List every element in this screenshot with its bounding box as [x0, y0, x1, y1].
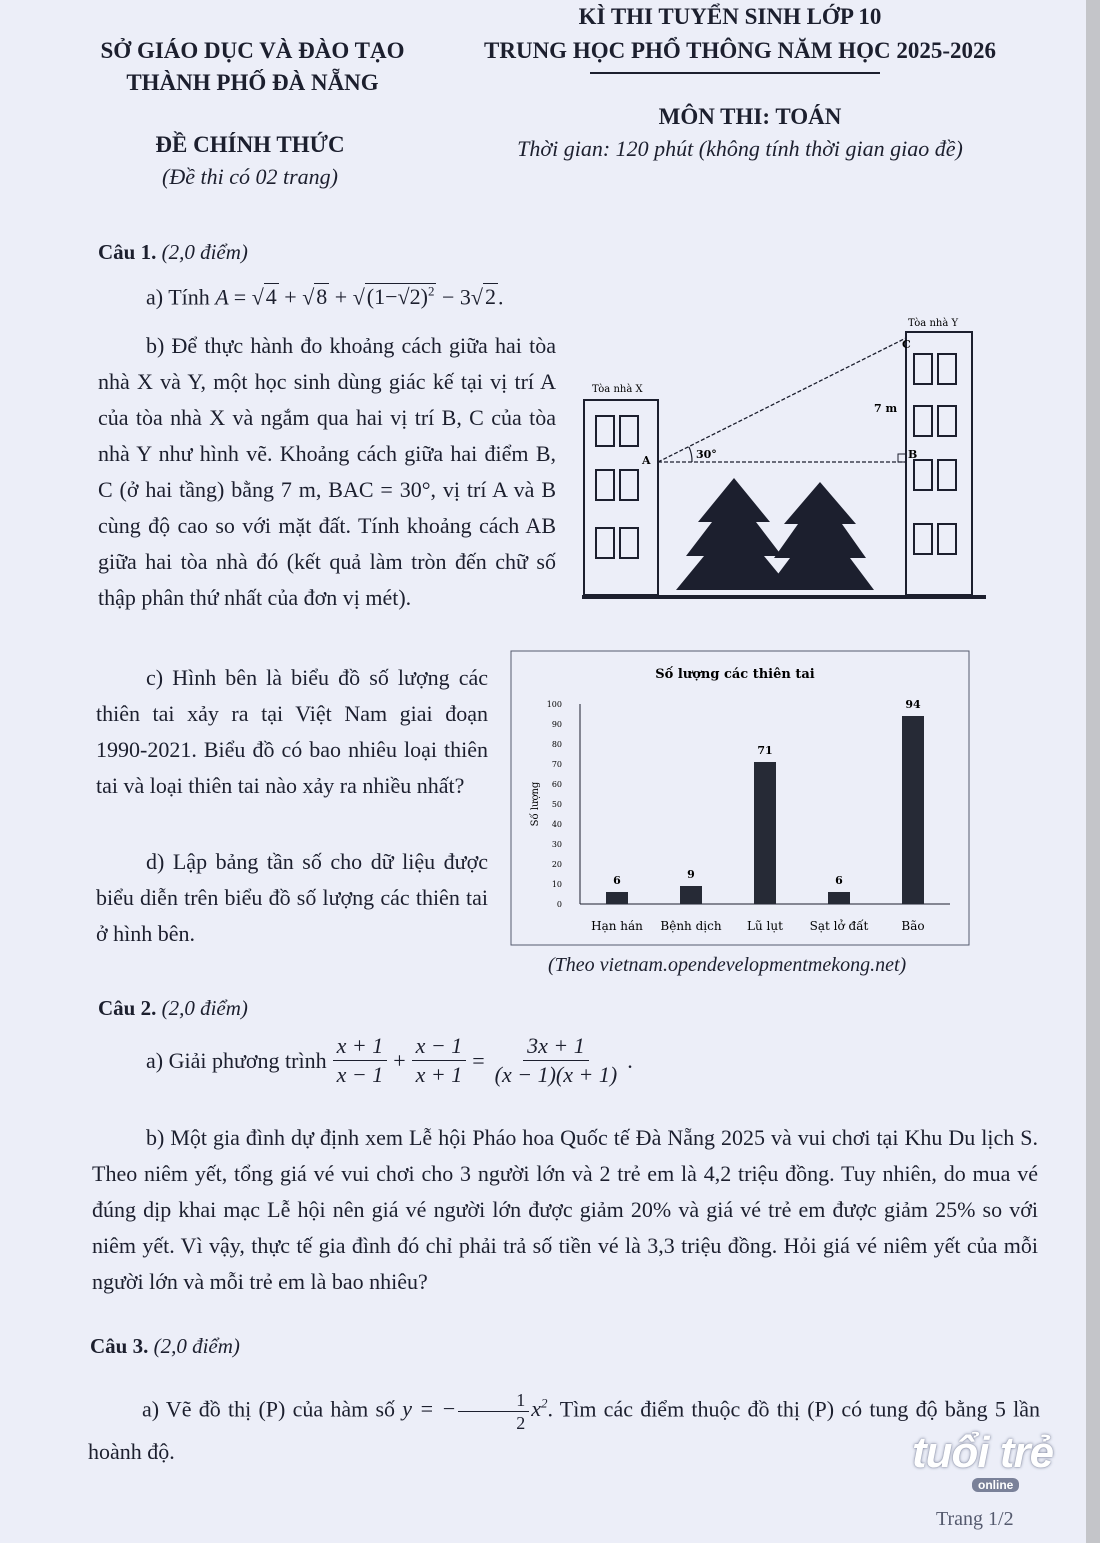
formula-minus: −	[441, 284, 455, 310]
x-category-label: Hạn hán	[591, 919, 643, 933]
y-tick-label: 100	[546, 700, 562, 709]
bar-value-label: 94	[905, 698, 921, 711]
official-exam-label: ĐỀ CHÍNH THỨC	[155, 132, 345, 157]
time-allowed: Thời gian: 120 phút (không tính thời gian giao đề)	[517, 136, 963, 161]
watermark-badge	[912, 1428, 1080, 1512]
bar	[828, 892, 850, 904]
right-edge-strip	[1086, 0, 1100, 1543]
bar	[680, 886, 702, 904]
function-x: x	[531, 1396, 541, 1422]
watermark-main: tuổi trẻ	[912, 1428, 1054, 1477]
bar-value-label: 9	[687, 868, 695, 881]
point-b: B	[908, 448, 918, 461]
tail-coef: 3	[459, 284, 471, 310]
fraction-3	[491, 1034, 622, 1087]
q1-heading	[98, 240, 248, 265]
y-tick-label: 60	[551, 780, 562, 789]
q2a-label: a) Giải phương trình	[146, 1047, 327, 1073]
angle-arc	[689, 447, 692, 462]
q1a-line	[146, 284, 503, 310]
department-line-2: THÀNH PHỐ ĐÀ NẴNG	[126, 70, 379, 95]
fraction-1-den: x − 1	[336, 1062, 384, 1087]
sqrt-4-radicand: 4	[265, 284, 277, 310]
sqrt-4: √4	[251, 284, 277, 310]
sqrt-8: √8	[302, 284, 328, 310]
q2-heading	[98, 996, 248, 1021]
bar-value-label: 71	[757, 744, 773, 757]
q3a-text	[88, 1384, 1040, 1472]
chart-title: Số lượng các thiên tai	[655, 667, 815, 682]
q2a-end: .	[627, 1047, 633, 1073]
sqrt-square-radicand	[365, 283, 437, 309]
q3a-post: . Tìm các điểm thuộc đồ thị (P) có tung độ bằng 5 lần hoành độ.	[88, 1396, 1040, 1464]
formula-end: .	[497, 284, 504, 310]
function-exponent: 2	[540, 1396, 548, 1411]
chart-y-ticks	[547, 700, 562, 909]
right-angle-mark	[898, 454, 906, 462]
header-underline	[590, 72, 880, 74]
formula-eq: =	[233, 284, 247, 310]
function-fraction	[458, 1391, 529, 1432]
x-category-label: Lũ lụt	[747, 919, 783, 933]
x-category-label: Bệnh dịch	[660, 919, 722, 933]
page-number: Trang 1/2	[936, 1508, 1014, 1530]
subject-title: MÔN THI: TOÁN	[658, 104, 842, 129]
function-fraction-den: 2	[516, 1412, 526, 1433]
fraction-2-den: x + 1	[415, 1062, 463, 1087]
q1-title: Câu 1.	[98, 240, 157, 264]
formula-plus-2: +	[334, 284, 348, 310]
q1-points: (2,0 điểm)	[161, 240, 248, 264]
y-tick-label: 10	[551, 880, 562, 889]
x-category-label: Sạt lở đất	[809, 919, 869, 933]
formula-plus-1: +	[284, 284, 297, 310]
chart-ylabel: Số lượng	[530, 781, 541, 827]
y-tick-label: 0	[556, 900, 562, 909]
building-y-windows	[914, 354, 956, 554]
disaster-bar-chart	[510, 650, 970, 946]
angle-label: 30°	[696, 448, 717, 461]
y-tick-label: 30	[551, 840, 562, 849]
tree-right	[766, 482, 874, 590]
sqrt-8-radicand: 8	[316, 284, 328, 310]
tail-term: 3√2	[459, 284, 496, 310]
q3-title: Câu 3.	[90, 1334, 149, 1358]
function-fraction-num: 1	[458, 1391, 529, 1412]
bar-value-label: 6	[613, 874, 621, 887]
y-tick-label: 80	[551, 740, 562, 749]
y-tick-label: 70	[551, 760, 562, 769]
fraction-2	[412, 1034, 467, 1087]
x-category-label: Bão	[901, 919, 925, 933]
q3-heading	[90, 1334, 240, 1359]
height-label: 7 m	[874, 402, 898, 415]
fraction-1	[333, 1034, 388, 1087]
sqrt-square: $√(1-√2)^2$	[352, 284, 435, 310]
function-lhs: y = −	[402, 1396, 457, 1422]
q1c-text: c) Hình bên là biểu đồ số lượng các thiên tai xảy ra tại Việt Nam giai đoạn 1990-2021. Biểu đồ có bao nhiêu loại thiên tai và loại thiên tai nào xảy ra nhiều nhất?	[96, 665, 488, 798]
q2-title: Câu 2.	[98, 996, 157, 1020]
y-tick-label: 90	[551, 720, 562, 729]
formula-lhs: A	[215, 284, 229, 310]
fraction-3-den: (x − 1)(x + 1)	[494, 1062, 618, 1087]
y-tick-label: 50	[551, 800, 562, 809]
bar	[902, 716, 924, 904]
label-building-y: Tòa nhà Y	[908, 318, 959, 329]
bar-value-label: 6	[835, 874, 843, 887]
q1a-formula	[215, 283, 503, 309]
chart-x-labels	[591, 918, 924, 933]
point-a: A	[642, 454, 651, 467]
q1a-label: a) Tính	[146, 284, 210, 310]
q2b-text: b) Một gia đình dự định xem Lễ hội Pháo hoa Quốc tế Đà Nẵng 2025 và vui chơi tại Khu Du lịch S. Theo niêm yết, tổng giá vé vui chơi cho 3 người lớn và 2 trẻ em là 4,2 triệu đồng. Tuy nhiên, do mua vé đúng dịp khai mạc Lễ hội nên giá vé người lớn được giảm 20% và giá vé trẻ em được giảm 25% so với niêm yết. Vì vậy, thực tế gia đình đó chỉ phải trả số tiền vé là 3,3 triệu đồng. Hỏi giá vé niêm yết của mỗi người lớn và mỗi trẻ em là bao nhiêu?	[92, 1125, 1038, 1294]
q1b-text: b) Để thực hành đo khoảng cách giữa hai tòa nhà X và Y, một học sinh dùng giác kế tại vị trí A của tòa nhà X và ngắm qua hai vị trí B, C của tòa nhà Y như hình vẽ. Khoảng cách giữa hai điểm B, C (ở hai tầng) bằng 7 m, BAC = 30°, vị trí A và B cùng độ cao so với mặt đất. Tính khoảng cách AB giữa hai tòa nhà đó (kết quả làm tròn đến chữ số thập phân thứ nhất của đơn vị mét).	[98, 333, 556, 610]
q2-points: (2,0 điểm)	[161, 996, 248, 1020]
tail-radicand: 2	[484, 284, 496, 310]
label-building-x: Tòa nhà X	[592, 384, 643, 395]
exam-title-line-1: KÌ THI TUYỂN SINH LỚP 10	[578, 4, 882, 29]
tree-left	[676, 478, 792, 590]
inner-expression: (1−√2)	[366, 284, 428, 310]
function-expression	[402, 1389, 548, 1433]
exam-title-line-2: TRUNG HỌC PHỔ THÔNG NĂM HỌC 2025-2026	[484, 38, 996, 63]
q2a-plus: +	[393, 1047, 406, 1073]
q3-points: (2,0 điểm)	[153, 1334, 240, 1358]
bar	[754, 762, 776, 904]
watermark-sub: online	[972, 1478, 1019, 1492]
q2a-line	[146, 1034, 633, 1087]
fraction-2-num: x − 1	[412, 1034, 467, 1061]
y-tick-label: 20	[551, 860, 562, 869]
q1d-text: d) Lập bảng tần số cho dữ liệu được biểu diễn trên biểu đồ số lượng các thiên tai ở hình bên.	[96, 849, 488, 946]
q3a-pre: a) Vẽ đồ thị (P) của hàm số	[142, 1396, 396, 1422]
pages-note: (Đề thi có 02 trang)	[162, 164, 338, 189]
department-line-1: SỞ GIÁO DỤC VÀ ĐÀO TẠO	[100, 38, 405, 63]
building-x-windows	[596, 416, 638, 558]
q2a-eq: =	[472, 1047, 485, 1073]
sight-line-ac	[658, 338, 906, 462]
building-figure	[580, 310, 1000, 605]
point-c: C	[902, 338, 911, 351]
chart-source: (Theo vietnam.opendevelopmentmekong.net)	[548, 954, 907, 976]
chart-bars	[606, 698, 924, 904]
fraction-3-num: 3x + 1	[523, 1034, 589, 1061]
y-tick-label: 40	[551, 820, 562, 829]
fraction-1-num: x + 1	[333, 1034, 388, 1061]
bar	[606, 892, 628, 904]
inner-exponent: 2	[427, 284, 435, 299]
